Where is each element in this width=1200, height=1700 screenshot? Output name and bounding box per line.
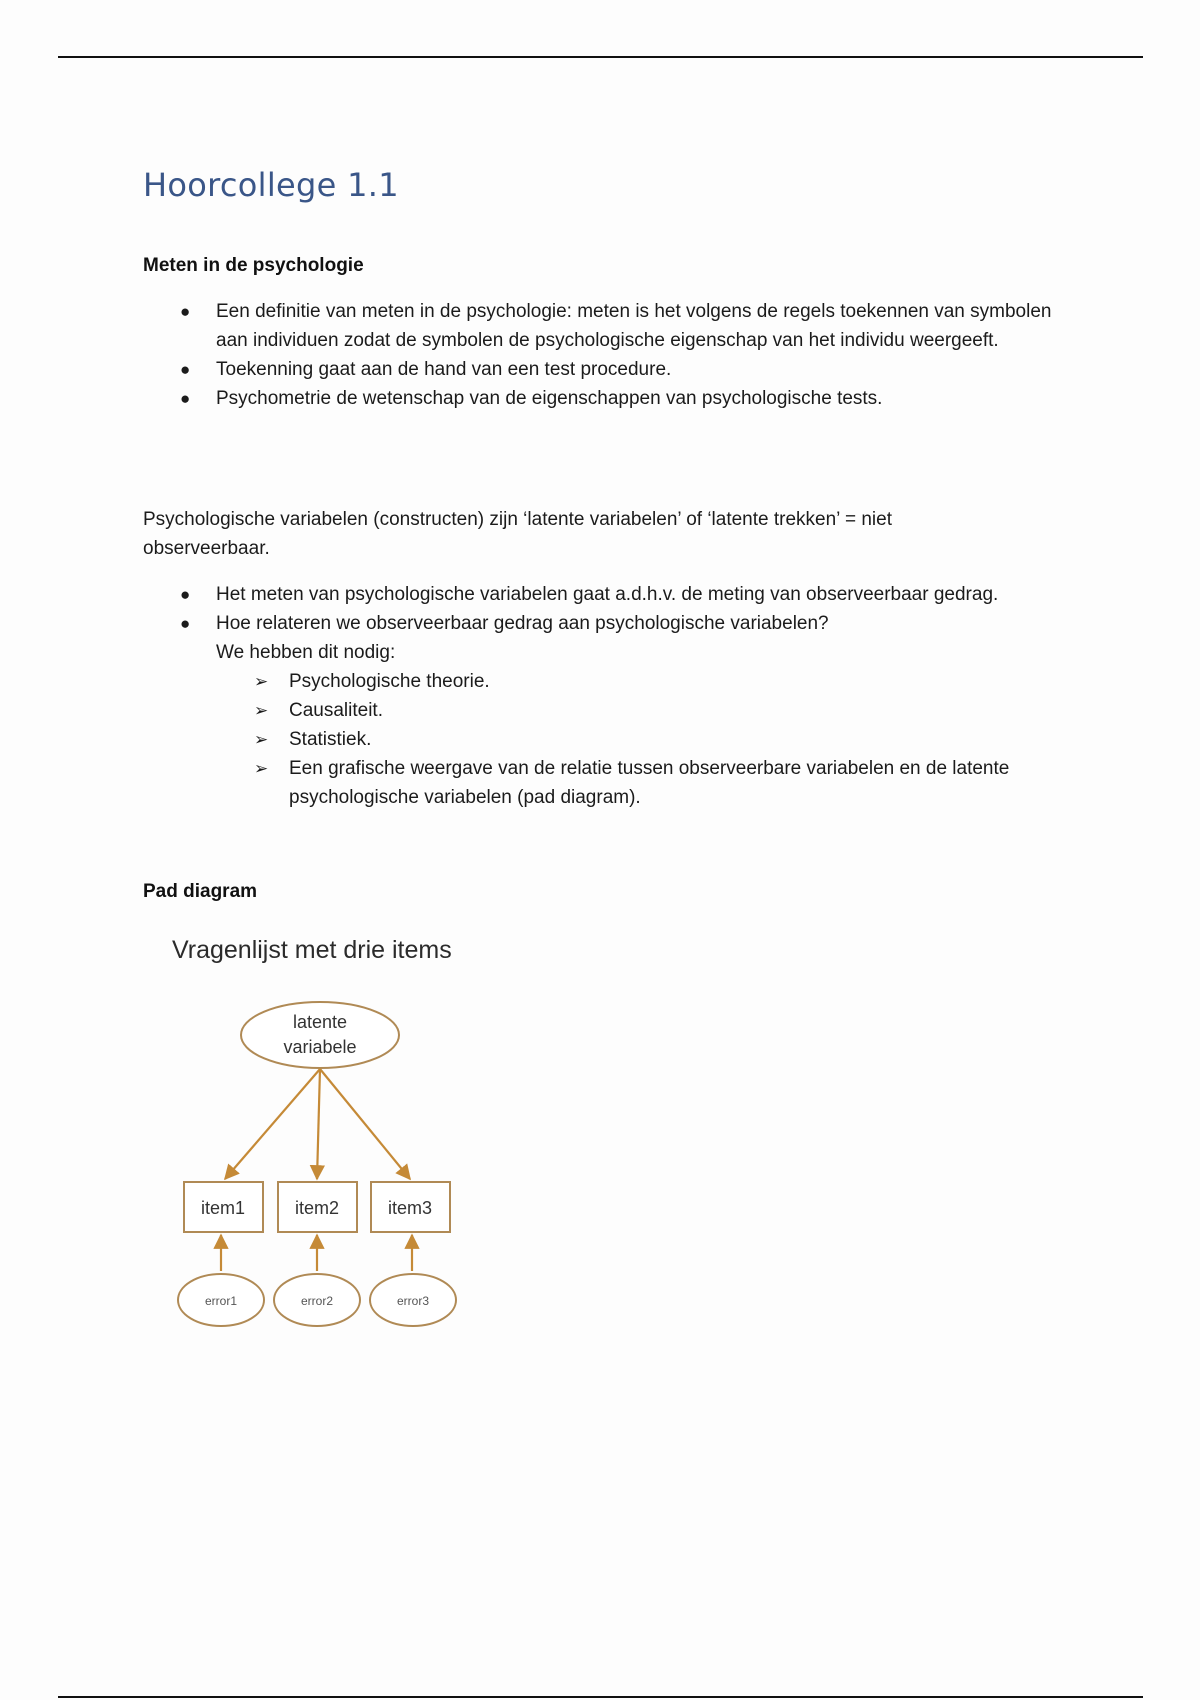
path-arrow-item2 <box>317 1069 320 1179</box>
sub-list <box>216 667 1063 812</box>
arrow-bullet-icon: ➢ <box>254 672 269 691</box>
section-heading-meten: Meten in de psychologie <box>143 255 364 276</box>
item1-label: item1 <box>200 1198 246 1218</box>
bullet-icon: ● <box>180 614 191 633</box>
error1-label: error1 <box>204 1294 238 1308</box>
sub-list-item: ➢ Statistiek. <box>216 725 1063 754</box>
sub-list-item: ➢ Psychologische theorie. <box>216 667 1063 696</box>
section-heading-pad-diagram: Pad diagram <box>143 881 258 902</box>
footer-rule <box>58 1696 1143 1698</box>
paragraph-latente-variabelen: Psychologische variabelen (constructen) zijn ‘latente variabelen’ of ‘latente trekken’ = niet observeerbaar. <box>143 509 892 559</box>
item2-label: item2 <box>294 1198 340 1218</box>
path-arrow-item1 <box>225 1069 320 1179</box>
item3-label: item3 <box>387 1198 433 1218</box>
pad-diagram <box>160 985 480 1335</box>
bullet-list-meten <box>143 297 1063 413</box>
list-item: ● Het meten van psychologische variabelen gaat a.d.h.v. de meting van observeerbaar gedrag. <box>143 580 1063 609</box>
bullet-list-observeerbaar <box>143 580 1063 812</box>
header-rule <box>58 56 1143 58</box>
diagram-title: Vragenlijst met drie items <box>172 936 452 964</box>
latent-label-line2: variabele <box>283 1037 357 1057</box>
list-item: ● Psychometrie de wetenschap van de eigenschappen van psychologische tests. <box>143 384 1063 413</box>
bullet-icon: ● <box>180 360 191 379</box>
arrow-bullet-icon: ➢ <box>254 759 269 778</box>
error2-label: error2 <box>300 1294 334 1308</box>
sub-list-item: ➢ Causaliteit. <box>216 696 1063 725</box>
arrow-bullet-icon: ➢ <box>254 701 269 720</box>
list-item: ● Hoe relateren we observeerbaar gedrag aan psychologische variabelen? We hebben dit nodig: ➢ Psychologische theorie. ➢ Causaliteit. ➢ Statistiek. ➢ Een grafische weergave van de relatie tussen observeerbare variabelen en de latente psychologische variabelen (pad diagram). <box>143 609 1063 812</box>
arrow-bullet-icon: ➢ <box>254 730 269 749</box>
page-title: Hoorcollege 1.1 <box>143 166 399 204</box>
bullet-icon: ● <box>180 389 191 408</box>
latent-label-line1: latente <box>292 1012 348 1032</box>
list-item: ● Een definitie van meten in de psychologie: meten is het volgens de regels toekennen van symbolen aan individuen zodat de symbolen de psychologische eigenschap van het individu weergeeft. <box>143 297 1063 355</box>
bullet-icon: ● <box>180 585 191 604</box>
path-arrow-item3 <box>320 1069 410 1179</box>
error3-label: error3 <box>396 1294 430 1308</box>
list-item: ● Toekenning gaat aan de hand van een test procedure. <box>143 355 1063 384</box>
bullet-icon: ● <box>180 302 191 321</box>
sub-list-item: ➢ Een grafische weergave van de relatie tussen observeerbare variabelen en de latente psychologische variabelen (pad diagram). <box>216 754 1063 812</box>
need-line: We hebben dit nodig: <box>216 642 396 663</box>
